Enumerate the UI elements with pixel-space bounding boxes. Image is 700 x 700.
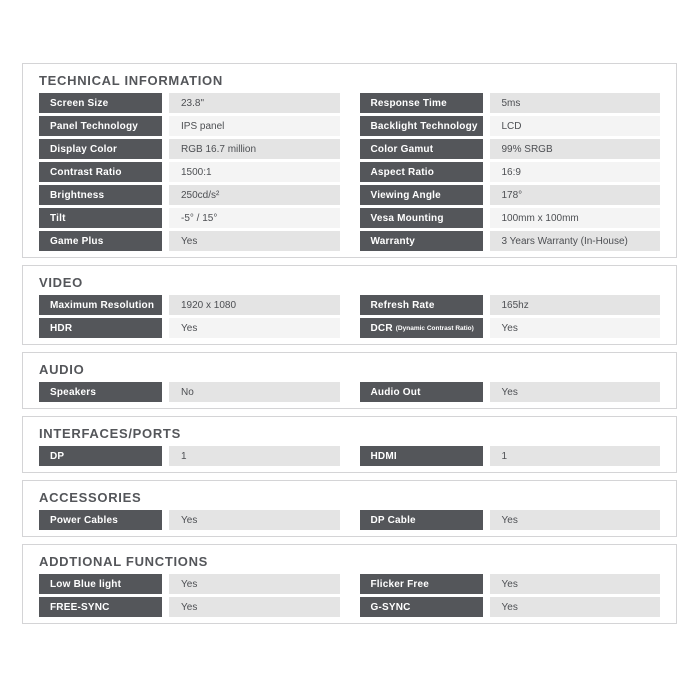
spec-value: 99% SRGB <box>490 139 661 159</box>
spec-label-text: Flicker Free <box>370 578 430 590</box>
spec-label <box>39 295 162 315</box>
spec-label-text: Brightness <box>50 189 105 201</box>
spec-row <box>39 139 340 159</box>
section-body <box>39 574 660 617</box>
spec-label <box>39 93 162 113</box>
spec-label-text: Power Cables <box>50 514 118 526</box>
spec-value: Yes <box>169 231 340 251</box>
spec-value: Yes <box>490 318 661 338</box>
spec-label <box>360 185 483 205</box>
spec-label-text: Contrast Ratio <box>50 166 122 178</box>
spec-label <box>360 93 483 113</box>
spec-label-text: DP <box>50 450 65 462</box>
spec-value: 3 Years Warranty (In-House) <box>490 231 661 251</box>
spec-label-text: Viewing Angle <box>370 189 441 201</box>
spec-row <box>360 382 661 402</box>
spec-row <box>360 208 661 228</box>
spec-value: Yes <box>490 574 661 594</box>
spec-label <box>360 382 483 402</box>
spec-row <box>39 231 340 251</box>
spec-label-text: Color Gamut <box>370 143 434 155</box>
spec-label-text: HDR <box>50 322 73 334</box>
spec-label <box>360 295 483 315</box>
spec-label <box>39 162 162 182</box>
spec-label-text: Low Blue light <box>50 578 122 590</box>
spec-row <box>39 116 340 136</box>
section-body <box>39 93 660 251</box>
spec-value: -5° / 15° <box>169 208 340 228</box>
spec-label-text: Aspect Ratio <box>370 166 435 178</box>
spec-label <box>39 318 162 338</box>
spec-label <box>360 208 483 228</box>
section-body <box>39 382 660 402</box>
spec-row <box>39 597 340 617</box>
spec-value: 1 <box>490 446 661 466</box>
spec-row <box>39 318 340 338</box>
spec-row <box>39 162 340 182</box>
section-column-right <box>360 295 661 338</box>
spec-sections <box>22 63 677 631</box>
spec-label-note: (Dynamic Contrast Ratio) <box>395 324 474 332</box>
section-title: VIDEO <box>39 275 83 290</box>
spec-section-interfaces-ports <box>22 416 677 473</box>
section-title: ACCESSORIES <box>39 490 142 505</box>
spec-label-text: Warranty <box>370 235 416 247</box>
section-title: TECHNICAL INFORMATION <box>39 73 223 88</box>
spec-label <box>360 139 483 159</box>
spec-value: RGB 16.7 million <box>169 139 340 159</box>
spec-value: Yes <box>169 318 340 338</box>
spec-label-text: Maximum Resolution <box>50 299 155 311</box>
spec-value: 100mm x 100mm <box>490 208 661 228</box>
spec-value: Yes <box>169 597 340 617</box>
spec-label <box>360 162 483 182</box>
section-column-left <box>39 446 340 466</box>
spec-label-text: FREE-SYNC <box>50 601 110 613</box>
section-column-right <box>360 510 661 530</box>
spec-label <box>360 318 483 338</box>
spec-label <box>360 510 483 530</box>
section-title: ADDTIONAL FUNCTIONS <box>39 554 209 569</box>
spec-row <box>360 116 661 136</box>
spec-label <box>39 139 162 159</box>
spec-row <box>39 510 340 530</box>
spec-label-text: Response Time <box>370 97 447 109</box>
spec-label <box>360 446 483 466</box>
spec-label-text: Speakers <box>50 386 97 398</box>
spec-value: Yes <box>490 510 661 530</box>
section-column-left <box>39 510 340 530</box>
spec-label <box>39 208 162 228</box>
spec-section-accessories <box>22 480 677 537</box>
spec-row <box>360 231 661 251</box>
spec-label <box>39 597 162 617</box>
section-body <box>39 295 660 338</box>
spec-value: No <box>169 382 340 402</box>
spec-value: Yes <box>490 597 661 617</box>
spec-label <box>39 116 162 136</box>
section-column-right <box>360 93 661 251</box>
spec-label-text: DP Cable <box>370 514 416 526</box>
spec-value: 23.8" <box>169 93 340 113</box>
spec-value: IPS panel <box>169 116 340 136</box>
spec-value: 1500:1 <box>169 162 340 182</box>
spec-value: LCD <box>490 116 661 136</box>
spec-label-text: Game Plus <box>50 235 104 247</box>
spec-label-text: Refresh Rate <box>370 299 435 311</box>
spec-label <box>39 574 162 594</box>
spec-row <box>360 295 661 315</box>
spec-row <box>360 446 661 466</box>
spec-label <box>360 231 483 251</box>
spec-section-video <box>22 265 677 345</box>
spec-label-text: Screen Size <box>50 97 109 109</box>
spec-label <box>360 574 483 594</box>
spec-value: 250cd/s² <box>169 185 340 205</box>
spec-label-text: Vesa Mounting <box>370 212 444 224</box>
spec-row <box>39 446 340 466</box>
spec-label <box>39 382 162 402</box>
spec-value: 178° <box>490 185 661 205</box>
spec-row <box>39 93 340 113</box>
spec-row <box>39 185 340 205</box>
spec-row <box>360 318 661 338</box>
spec-row <box>360 162 661 182</box>
spec-value: 1920 x 1080 <box>169 295 340 315</box>
section-column-right <box>360 382 661 402</box>
spec-row <box>360 139 661 159</box>
section-column-left <box>39 574 340 617</box>
spec-value: Yes <box>169 574 340 594</box>
spec-row <box>360 597 661 617</box>
spec-section-addtional-functions <box>22 544 677 624</box>
spec-label-text: Display Color <box>50 143 118 155</box>
spec-row <box>360 185 661 205</box>
section-body <box>39 446 660 466</box>
spec-value: 1 <box>169 446 340 466</box>
spec-value: 165hz <box>490 295 661 315</box>
spec-label <box>39 510 162 530</box>
spec-label <box>39 231 162 251</box>
section-column-right <box>360 446 661 466</box>
spec-label-text: DCR <box>370 322 393 334</box>
spec-section-technical-information <box>22 63 677 258</box>
spec-label-text: HDMI <box>370 450 397 462</box>
spec-label <box>39 185 162 205</box>
section-column-left <box>39 295 340 338</box>
spec-label <box>360 116 483 136</box>
spec-label-text: Panel Technology <box>50 120 139 132</box>
section-column-left <box>39 382 340 402</box>
spec-row <box>39 382 340 402</box>
spec-value: 5ms <box>490 93 661 113</box>
spec-row <box>360 93 661 113</box>
spec-section-audio <box>22 352 677 409</box>
spec-row <box>39 208 340 228</box>
section-title: INTERFACES/PORTS <box>39 426 181 441</box>
section-title: AUDIO <box>39 362 85 377</box>
spec-row <box>39 295 340 315</box>
spec-label <box>39 446 162 466</box>
spec-label-text: G-SYNC <box>370 601 411 613</box>
section-column-left <box>39 93 340 251</box>
spec-row <box>360 574 661 594</box>
section-column-right <box>360 574 661 617</box>
spec-label-text: Audio Out <box>370 386 421 398</box>
section-body <box>39 510 660 530</box>
spec-value: Yes <box>490 382 661 402</box>
spec-value: Yes <box>169 510 340 530</box>
spec-row <box>39 574 340 594</box>
spec-row <box>360 510 661 530</box>
spec-label-text: Tilt <box>50 212 66 224</box>
spec-label <box>360 597 483 617</box>
spec-value: 16:9 <box>490 162 661 182</box>
spec-label-text: Backlight Technology <box>370 120 478 132</box>
